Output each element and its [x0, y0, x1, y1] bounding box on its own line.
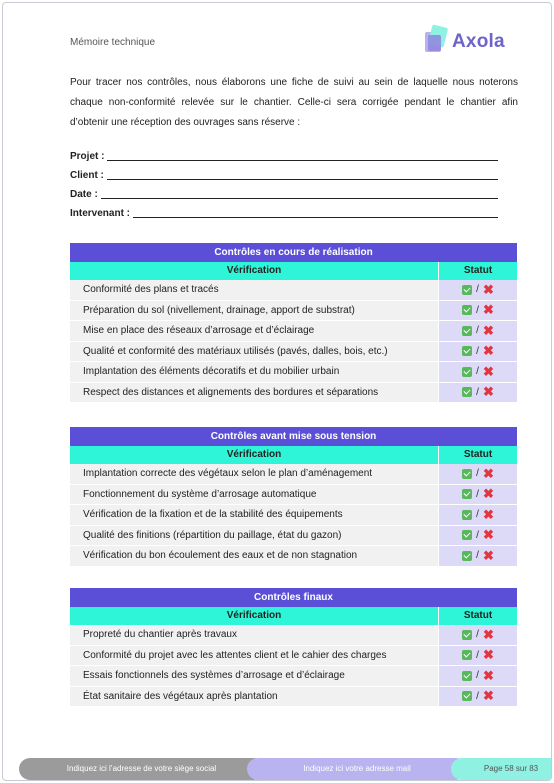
field-label: Client : — [70, 170, 104, 181]
verification-item: Essais fonctionnels des systèmes d’arrosage et d’éclairage — [70, 666, 438, 687]
table-row — [70, 464, 517, 485]
check-icon[interactable] — [462, 387, 472, 397]
verification-item: Conformité du projet avec les attentes client et le cahier des charges — [70, 646, 438, 667]
check-icon[interactable] — [462, 630, 472, 640]
verification-item: Mise en place des réseaux d’arrosage et d’éclairage — [70, 321, 438, 342]
field-input-line[interactable] — [107, 151, 498, 161]
intro-paragraph: Pour tracer nos contrôles, nous élaborons une fiche de suivi au sein de laquelle nous noterons chaque non-conformité relevée sur le chantier. Celle-ci sera corrigée pendant le chantier afin d’obtenir une réception des ouvrages sans réserve : — [70, 77, 518, 128]
field-label: Projet : — [70, 151, 105, 162]
verification-item: Fonctionnement du système d’arrosage automatique — [70, 485, 438, 506]
table-row — [70, 383, 517, 404]
status-cell — [438, 505, 517, 526]
check-icon[interactable] — [462, 650, 472, 660]
status-cell — [438, 485, 517, 506]
cross-icon[interactable]: ✖ — [482, 506, 494, 522]
cross-icon[interactable]: ✖ — [482, 647, 494, 663]
checklist-table — [70, 243, 517, 403]
cross-icon[interactable]: ✖ — [482, 281, 494, 297]
field-label: Date : — [70, 189, 98, 200]
status-cell — [438, 362, 517, 383]
status-cell — [438, 464, 517, 485]
status-separator: / — [476, 629, 479, 641]
table-title: Contrôles finaux — [70, 588, 517, 607]
logo-mark-icon — [421, 23, 455, 57]
verification-item: Qualité et conformité des matériaux utilisés (pavés, dalles, bois, etc.) — [70, 342, 438, 363]
form-field — [70, 149, 498, 163]
field-input-line[interactable] — [133, 208, 498, 218]
status-separator: / — [476, 550, 479, 562]
footer-page-number: Page 58 sur 83 — [451, 758, 552, 780]
check-icon[interactable] — [462, 530, 472, 540]
table-row — [70, 485, 517, 506]
status-separator: / — [476, 284, 479, 296]
form-field — [70, 168, 498, 182]
verification-item: Qualité des finitions (répartition du paillage, état du gazon) — [70, 526, 438, 547]
checklist-table — [70, 588, 517, 707]
status-separator: / — [476, 366, 479, 378]
column-header-verification: Vérification — [226, 265, 282, 276]
cross-icon[interactable]: ✖ — [482, 527, 494, 543]
column-header-statut: Statut — [438, 262, 517, 280]
cross-icon[interactable]: ✖ — [482, 667, 494, 683]
cross-icon[interactable]: ✖ — [482, 465, 494, 481]
check-icon[interactable] — [462, 671, 472, 681]
table-row — [70, 301, 517, 322]
check-icon[interactable] — [462, 326, 472, 336]
status-separator: / — [476, 488, 479, 500]
table-row — [70, 505, 517, 526]
footer-address: Indiquez ici l’adresse de votre siège social — [19, 758, 264, 780]
table-title: Contrôles avant mise sous tension — [70, 427, 517, 446]
status-cell — [438, 687, 517, 708]
brand-name: Axola — [452, 31, 505, 52]
status-cell — [438, 625, 517, 646]
status-separator: / — [476, 325, 479, 337]
checklist-table — [70, 427, 517, 567]
table-row — [70, 646, 517, 667]
status-separator: / — [476, 468, 479, 480]
check-icon[interactable] — [462, 367, 472, 377]
status-cell — [438, 280, 517, 301]
status-cell — [438, 646, 517, 667]
status-cell — [438, 321, 517, 342]
table-row — [70, 546, 517, 567]
verification-item: Propreté du chantier après travaux — [70, 625, 438, 646]
table-row — [70, 321, 517, 342]
verification-item: Préparation du sol (nivellement, drainage, apport de substrat) — [70, 301, 438, 322]
cross-icon[interactable]: ✖ — [482, 363, 494, 379]
status-separator: / — [476, 345, 479, 357]
brand-logo — [421, 23, 521, 57]
status-separator: / — [476, 509, 479, 521]
column-header-verification: Vérification — [226, 449, 282, 460]
status-cell — [438, 546, 517, 567]
verification-item: Conformité des plans et tracés — [70, 280, 438, 301]
table-header-row — [70, 446, 517, 464]
cross-icon[interactable]: ✖ — [482, 547, 494, 563]
status-separator: / — [476, 690, 479, 702]
check-icon[interactable] — [462, 510, 472, 520]
status-cell — [438, 342, 517, 363]
check-icon[interactable] — [462, 551, 472, 561]
check-icon[interactable] — [462, 691, 472, 701]
column-header-verification: Vérification — [226, 610, 282, 621]
cross-icon[interactable]: ✖ — [482, 626, 494, 642]
verification-item: Vérification du bon écoulement des eaux et de non stagnation — [70, 546, 438, 567]
cross-icon[interactable]: ✖ — [482, 343, 494, 359]
table-row — [70, 666, 517, 687]
table-title: Contrôles en cours de réalisation — [70, 243, 517, 262]
status-cell — [438, 301, 517, 322]
table-row — [70, 625, 517, 646]
check-icon[interactable] — [462, 489, 472, 499]
header-title: Mémoire technique — [70, 37, 156, 48]
table-row — [70, 280, 517, 301]
status-separator: / — [476, 649, 479, 661]
column-header-statut: Statut — [438, 607, 517, 625]
check-icon[interactable] — [462, 305, 472, 315]
verification-item: État sanitaire des végétaux après plantation — [70, 687, 438, 708]
cross-icon[interactable]: ✖ — [482, 302, 494, 318]
check-icon[interactable] — [462, 469, 472, 479]
field-input-line[interactable] — [107, 170, 498, 180]
status-separator: / — [476, 304, 479, 316]
table-row — [70, 526, 517, 547]
check-icon[interactable] — [462, 346, 472, 356]
cross-icon[interactable]: ✖ — [482, 384, 494, 400]
table-header-row — [70, 607, 517, 625]
table-row — [70, 687, 517, 708]
status-cell — [438, 526, 517, 547]
field-input-line[interactable] — [101, 189, 498, 199]
table-row — [70, 342, 517, 363]
table-header-row — [70, 262, 517, 280]
cross-icon[interactable]: ✖ — [482, 688, 494, 704]
check-icon[interactable] — [462, 285, 472, 295]
cross-icon[interactable]: ✖ — [482, 486, 494, 502]
status-separator: / — [476, 670, 479, 682]
verification-item: Implantation des éléments décoratifs et du mobilier urbain — [70, 362, 438, 383]
status-separator: / — [476, 529, 479, 541]
verification-item: Implantation correcte des végétaux selon le plan d’aménagement — [70, 464, 438, 485]
document-page — [2, 2, 552, 781]
footer-email: Indiquez ici votre adresse mail — [247, 758, 467, 780]
form-field — [70, 187, 498, 201]
form-field — [70, 206, 498, 220]
field-label: Intervenant : — [70, 208, 131, 219]
status-cell — [438, 666, 517, 687]
status-cell — [438, 383, 517, 404]
table-row — [70, 362, 517, 383]
verification-item: Vérification de la fixation et de la stabilité des équipements — [70, 505, 438, 526]
verification-item: Respect des distances et alignements des bordures et séparations — [70, 383, 438, 404]
footer — [19, 758, 552, 780]
column-header-statut: Statut — [438, 446, 517, 464]
cross-icon[interactable]: ✖ — [482, 322, 494, 338]
status-separator: / — [476, 386, 479, 398]
